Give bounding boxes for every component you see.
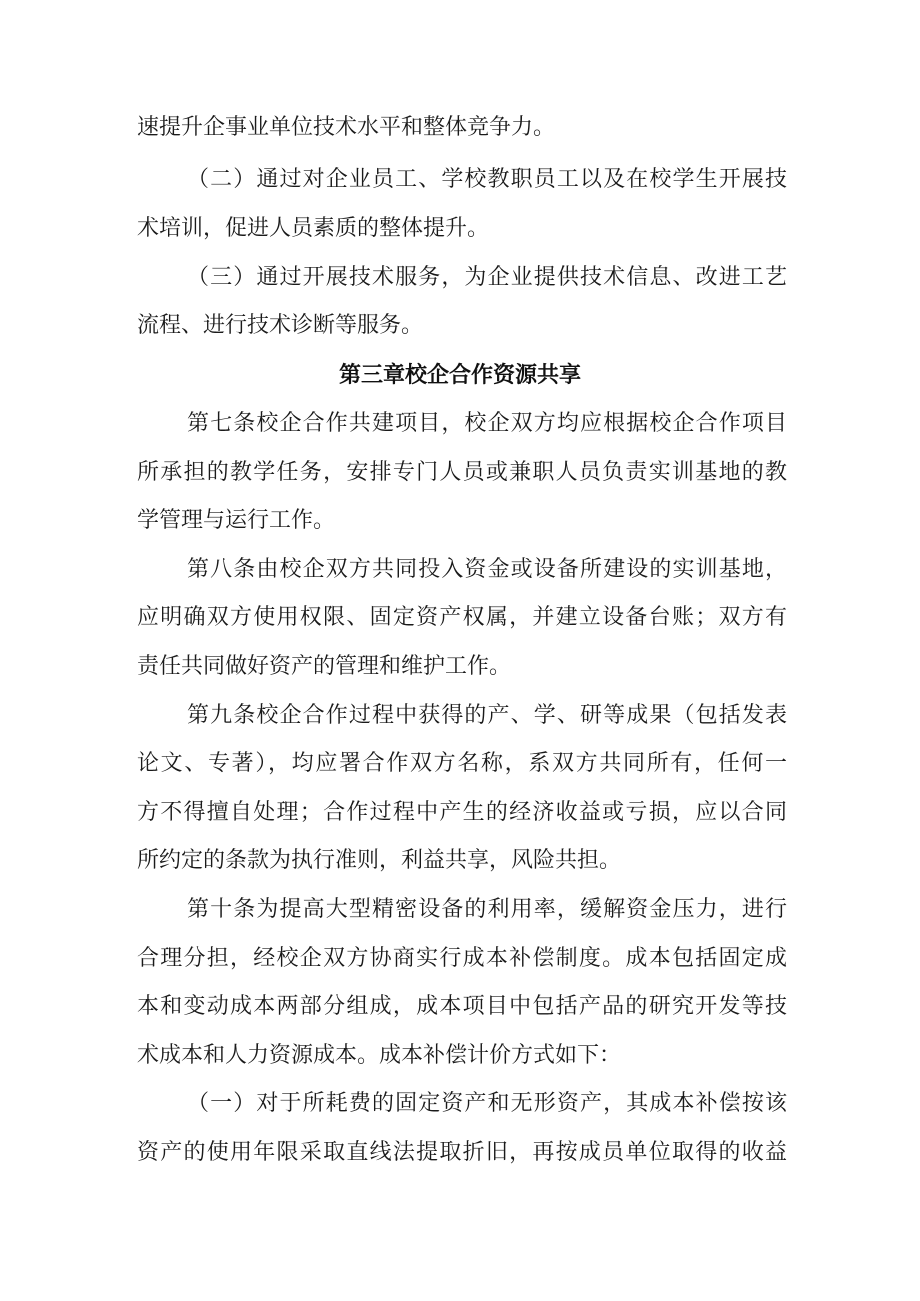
paragraph-line: 第七条校企合作共建项目，校企双方均应根据校企合作项目 bbox=[187, 411, 787, 436]
chapter-heading: 第三章校企合作资源共享 bbox=[338, 363, 581, 388]
paragraph-line: 第八条由校企双方共同投入资金或设备所建设的实训基地， bbox=[187, 557, 787, 582]
paragraph-line: 本和变动成本两部分组成，成本项目中包括产品的研究开发等技 bbox=[137, 994, 787, 1019]
paragraph-line: 速提升企事业单位技术水平和整体竞争力。 bbox=[137, 115, 556, 140]
paragraph-line: 应明确双方使用权限、固定资产权属，并建立设备台账；双方有 bbox=[137, 605, 787, 630]
paragraph-line: 第九条校企合作过程中获得的产、学、研等成果（包括发表 bbox=[187, 703, 787, 728]
paragraph-line: 学管理与运行工作。 bbox=[137, 508, 336, 533]
paragraph-line: 责任共同做好资产的管理和维护工作。 bbox=[137, 654, 512, 679]
paragraph-line: 术成本和人力资源成本。成本补偿计价方式如下： bbox=[137, 1043, 622, 1068]
paragraph-line: 所约定的条款为执行准则，利益共享，风险共担。 bbox=[137, 848, 622, 873]
paragraph-line: 合理分担，经校企双方协商实行成本补偿制度。成本包括固定成 bbox=[137, 946, 787, 971]
paragraph-line: 资产的使用年限采取直线法提取折旧，再按成员单位取得的收益 bbox=[137, 1140, 787, 1165]
paragraph-line: （三）通过开展技术服务，为企业提供技术信息、改进工艺 bbox=[187, 265, 787, 290]
paragraph-line: （二）通过对企业员工、学校教职员工以及在校学生开展技 bbox=[187, 167, 787, 192]
paragraph-line: 论文、专著），均应署合作双方名称，系双方共同所有，任何一 bbox=[137, 751, 787, 776]
paragraph-line: （一）对于所耗费的固定资产和无形资产，其成本补偿按该 bbox=[187, 1091, 787, 1116]
paragraph-line: 术培训，促进人员素质的整体提升。 bbox=[137, 216, 490, 241]
paragraph-line: 所承担的教学任务，安排专门人员或兼职人员负责实训基地的教 bbox=[137, 460, 787, 485]
paragraph-line: 流程、进行技术诊断等服务。 bbox=[137, 313, 424, 338]
paragraph-line: 第十条为提高大型精密设备的利用率，缓解资金压力，进行 bbox=[187, 897, 787, 922]
paragraph-line: 方不得擅自处理；合作过程中产生的经济收益或亏损，应以合同 bbox=[137, 800, 787, 825]
